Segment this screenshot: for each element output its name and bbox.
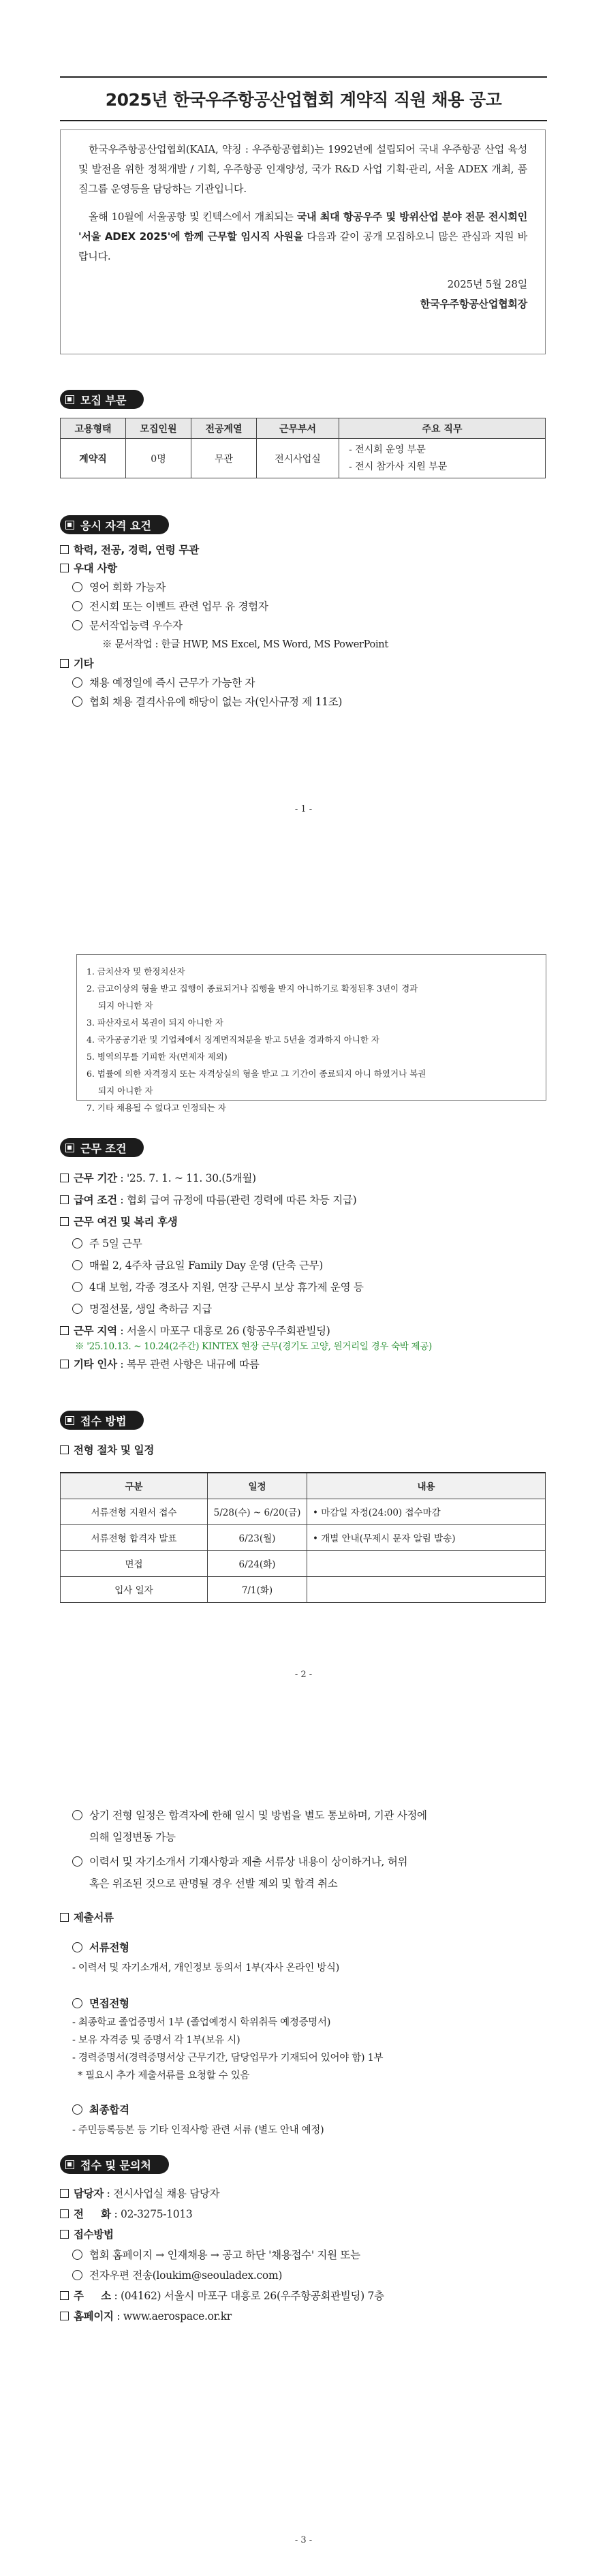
section-box-icon — [65, 1416, 74, 1425]
method-item: 협회 홈페이지 → 인재채용 → 공고 하단 '채용접수' 지원 또는 — [72, 2247, 360, 2263]
docs-title: 제출서류 — [60, 1910, 114, 1926]
qualify-item: 우대 사항 — [60, 560, 117, 577]
section-box-icon — [65, 2160, 74, 2169]
recruit-cell: 계약직 — [61, 439, 126, 478]
recruit-header: 전공계열 — [191, 418, 257, 439]
circle-bullet-icon — [72, 1282, 82, 1292]
checkbox-square-icon — [60, 564, 69, 572]
checkbox-square-icon — [60, 2291, 69, 2300]
notice-item-cont: 의해 일정변동 가능 — [89, 1831, 176, 1843]
section-box-icon — [65, 395, 74, 404]
circle-bullet-icon — [72, 620, 82, 630]
notice-item-cont: 혹은 위조된 것으로 판명될 경우 선발 제외 및 합격 취소 — [89, 1877, 338, 1890]
contact-phone: 전 화 : 02-3275-1013 — [60, 2206, 193, 2222]
checkbox-square-icon — [60, 2209, 69, 2218]
welfare-item: 매월 2, 4주차 금요일 Family Day 운영 (단축 근무) — [72, 1257, 323, 1274]
schedule-table — [60, 1472, 546, 1603]
note-line: 7. 기타 채용될 수 없다고 인정되는 자 — [87, 1103, 226, 1113]
recruit-table — [60, 418, 546, 478]
page-title: 2025년 한국우주항공산업협회 계약직 직원 채용 공고 — [60, 76, 547, 121]
contact-address: 주 소 : (04162) 서울시 마포구 대흥로 26(우주항공회관빌딩) 7층 — [60, 2288, 384, 2304]
schedule-row: 서류전형 합격자 발표 6/23(월) • 개별 안내(무제시 문자 알림 발송) — [61, 1524, 546, 1550]
work-pay: 급여 조건 : 협회 급여 규정에 따름(관련 경력에 따른 차등 지급) — [60, 1192, 356, 1208]
etc-item: 채용 예정일에 즉시 근무가 가능한 자 — [72, 675, 255, 691]
circle-bullet-icon — [72, 1810, 82, 1820]
circle-bullet-icon — [72, 1260, 82, 1270]
checkbox-square-icon — [60, 1913, 69, 1922]
note-line: 5. 병역의무를 기피한 자(면제자 제외) — [87, 1052, 228, 1062]
docs-stage: 최종합격 — [72, 2102, 129, 2118]
circle-bullet-icon — [72, 2270, 82, 2280]
recruit-header: 모집인원 — [126, 418, 191, 439]
intro-box — [60, 129, 546, 354]
docs-item: - 이력서 및 자기소개서, 개인정보 동의서 1부(자사 온라인 방식) — [72, 1963, 339, 1974]
note-line: 1. 금치산자 및 한정치산자 — [87, 966, 185, 977]
work-place: 근무 지역 : 서울시 마포구 대흥로 26 (항공우주회관빌딩) — [60, 1323, 330, 1339]
docs-item: - 주민등록등본 등 기타 인적사항 관련 서류 (별도 안내 예정) — [72, 2125, 324, 2136]
docs-item: - 경력증명서(경력증명서상 근무기간, 담당업무가 기재되어 있어야 함) 1부 — [72, 2053, 384, 2064]
schedule-row: 입사 일자 7/1(화) — [61, 1576, 546, 1602]
section-work-heading: 근무 조건 — [60, 1138, 144, 1157]
pref-item: 문서작업능력 우수자 — [72, 617, 183, 634]
etc-item: 협회 채용 결격사유에 해당이 없는 자(인사규정 제 11조) — [72, 694, 342, 710]
circle-bullet-icon — [72, 582, 82, 592]
checkbox-square-icon — [60, 1326, 69, 1335]
circle-bullet-icon — [72, 1238, 82, 1248]
intro-paragraph-2: 올해 10월에 서울공항 및 킨텍스에서 개최되는 국내 최대 항공우주 및 방위산업 분야 전문 전시회인 '서울 ADEX 2025'에 함께 근무할 임시직 사원을 다음과 같이 공개 모집하오니 많은 관심과 지원 바랍니다. — [78, 211, 527, 262]
note-line: 6. 법률에 의한 자격정지 또는 자격상실의 형을 받고 그 기간이 종료되지 아니 하였거나 복권 — [87, 1069, 426, 1079]
schedule-row: 면접 6/24(화) — [61, 1550, 546, 1576]
apply-sub: 전형 절차 및 일정 — [60, 1442, 154, 1458]
work-period: 근무 기간 : '25. 7. 1. ~ 11. 30.(5개월) — [60, 1170, 256, 1186]
checkbox-square-icon — [60, 2230, 69, 2239]
circle-bullet-icon — [72, 1942, 82, 1952]
section-recruit-heading: 모집 부문 — [60, 390, 144, 409]
note-line: 되지 아니한 자 — [98, 1000, 153, 1011]
contact-manager: 담당자 : 전시사업실 채용 담당자 — [60, 2186, 219, 2202]
section-box-icon — [65, 1144, 74, 1152]
contact-homepage: 홈페이지 : www.aerospace.or.kr — [60, 2308, 232, 2325]
checkbox-square-icon — [60, 1174, 69, 1182]
checkbox-square-icon — [60, 1360, 69, 1368]
schedule-header: 내용 — [307, 1473, 546, 1499]
circle-bullet-icon — [72, 1856, 82, 1867]
section-contact-heading: 접수 및 문의처 — [60, 2155, 169, 2174]
checkbox-square-icon — [60, 545, 69, 554]
welfare-item: 주 5일 근무 — [72, 1236, 142, 1252]
schedule-header: 일정 — [208, 1473, 307, 1499]
contact-method: 접수방법 — [60, 2226, 114, 2243]
recruit-duties: - 전시회 운영 부문 - 전시 참가사 지원 부문 — [339, 439, 546, 478]
recruit-header: 주요 직무 — [339, 418, 546, 439]
recruit-header: 근무부서 — [257, 418, 339, 439]
note-line: 되지 아니한 자 — [98, 1086, 153, 1096]
pref-item: 전시회 또는 이벤트 관련 업무 유 경험자 — [72, 598, 268, 615]
note-line: 3. 파산자로서 복권이 되지 아니한 자 — [87, 1017, 223, 1028]
notice-item: 상기 전형 일정은 합격자에 한해 일시 및 방법을 별도 통보하며, 기관 사정에 — [72, 1805, 427, 1826]
docs-item: - 최종학교 졸업증명서 1부 (졸업예정시 학위취득 예정증명서) — [72, 2017, 331, 2028]
section-qualify-heading: 응시 자격 요건 — [60, 515, 169, 534]
intro-org: 한국우주항공산업협회장 — [420, 298, 527, 310]
note-line: 4. 국가공공기관 및 기업체에서 징계면직처분을 받고 5년을 경과하지 아니한 자 — [87, 1034, 379, 1045]
circle-bullet-icon — [72, 2104, 82, 2115]
docs-item: * 필요시 추가 제출서류를 요청할 수 있음 — [78, 2070, 250, 2081]
work-hr: 기타 인사 : 복무 관련 사항은 내규에 따름 — [60, 1356, 260, 1373]
intro-paragraph-1: 한국우주항공산업협회(KAIA, 약칭 : 우주항공협회)는 1992년에 설립되어 국내 우주항공 산업 육성 및 발전을 위한 정책개발 / 기획, 우주항공 인재양성, 국가 R&D 사업 기획·관리, 서울 ADEX 개최, 품질그룹 운영등을 담당하는 기관입니다. — [78, 143, 527, 195]
page-number: - 3 - — [294, 2535, 313, 2545]
circle-bullet-icon — [72, 601, 82, 611]
work-welfare: 근무 여건 및 복리 후생 — [60, 1214, 177, 1230]
schedule-row: 서류전형 지원서 접수 5/28(수) ~ 6/20(금) • 마감일 자정(24:00) 접수마감 — [61, 1499, 546, 1524]
qualify-item: 학력, 전공, 경력, 연령 무관 — [60, 542, 199, 558]
recruit-cell: 무관 — [191, 439, 257, 478]
circle-bullet-icon — [72, 696, 82, 707]
circle-bullet-icon — [72, 1998, 82, 2008]
note-line: 2. 금고이상의 형을 받고 집행이 종료되거나 집행을 받지 아니하기로 확정된후 3년이 경과 — [87, 983, 418, 994]
notice-item: 이력서 및 자기소개서 기재사항과 제출 서류상 내용이 상이하거나, 허위 — [72, 1851, 407, 1873]
recruit-cell: 0명 — [126, 439, 191, 478]
docs-stage: 면접전형 — [72, 1995, 129, 2012]
welfare-item: 4대 보험, 각종 경조사 지원, 연장 근무시 보상 휴가제 운영 등 — [72, 1279, 364, 1295]
disqualification-notes — [76, 954, 546, 1113]
checkbox-square-icon — [60, 659, 69, 668]
docs-item: - 보유 자격증 및 증명서 각 1부(보유 시) — [72, 2035, 240, 2046]
method-item: 전자우편 전송(loukim@seouladex.com) — [72, 2267, 282, 2284]
doc-note: ※ 문서작업 : 한글 HWP, MS Excel, MS Word, MS PowerPoint — [102, 639, 388, 650]
checkbox-square-icon — [60, 2189, 69, 2198]
intro-date: 2025년 5월 28일 — [447, 278, 527, 290]
circle-bullet-icon — [72, 1304, 82, 1314]
docs-stage: 서류전형 — [72, 1939, 129, 1956]
qualify-item: 기타 — [60, 656, 93, 672]
section-box-icon — [65, 521, 74, 530]
page-number: - 2 - — [294, 1670, 313, 1680]
work-place-note: ※ '25.10.13. ~ 10.24(2주간) KINTEX 현장 근무(경기도 고양, 원거리일 경우 숙박 제공) — [75, 1341, 432, 1352]
welfare-item: 명절선물, 생일 축하금 지급 — [72, 1301, 212, 1317]
circle-bullet-icon — [72, 677, 82, 688]
recruit-cell: 전시사업실 — [257, 439, 339, 478]
checkbox-square-icon — [60, 2312, 69, 2320]
schedule-header: 구분 — [61, 1473, 208, 1499]
checkbox-square-icon — [60, 1445, 69, 1454]
page-number: - 1 - — [294, 804, 313, 814]
recruit-header: 고용형태 — [61, 418, 126, 439]
circle-bullet-icon — [72, 2250, 82, 2260]
checkbox-square-icon — [60, 1195, 69, 1204]
pref-item: 영어 회화 가능자 — [72, 579, 166, 596]
section-apply-heading: 접수 방법 — [60, 1411, 144, 1430]
checkbox-square-icon — [60, 1217, 69, 1226]
